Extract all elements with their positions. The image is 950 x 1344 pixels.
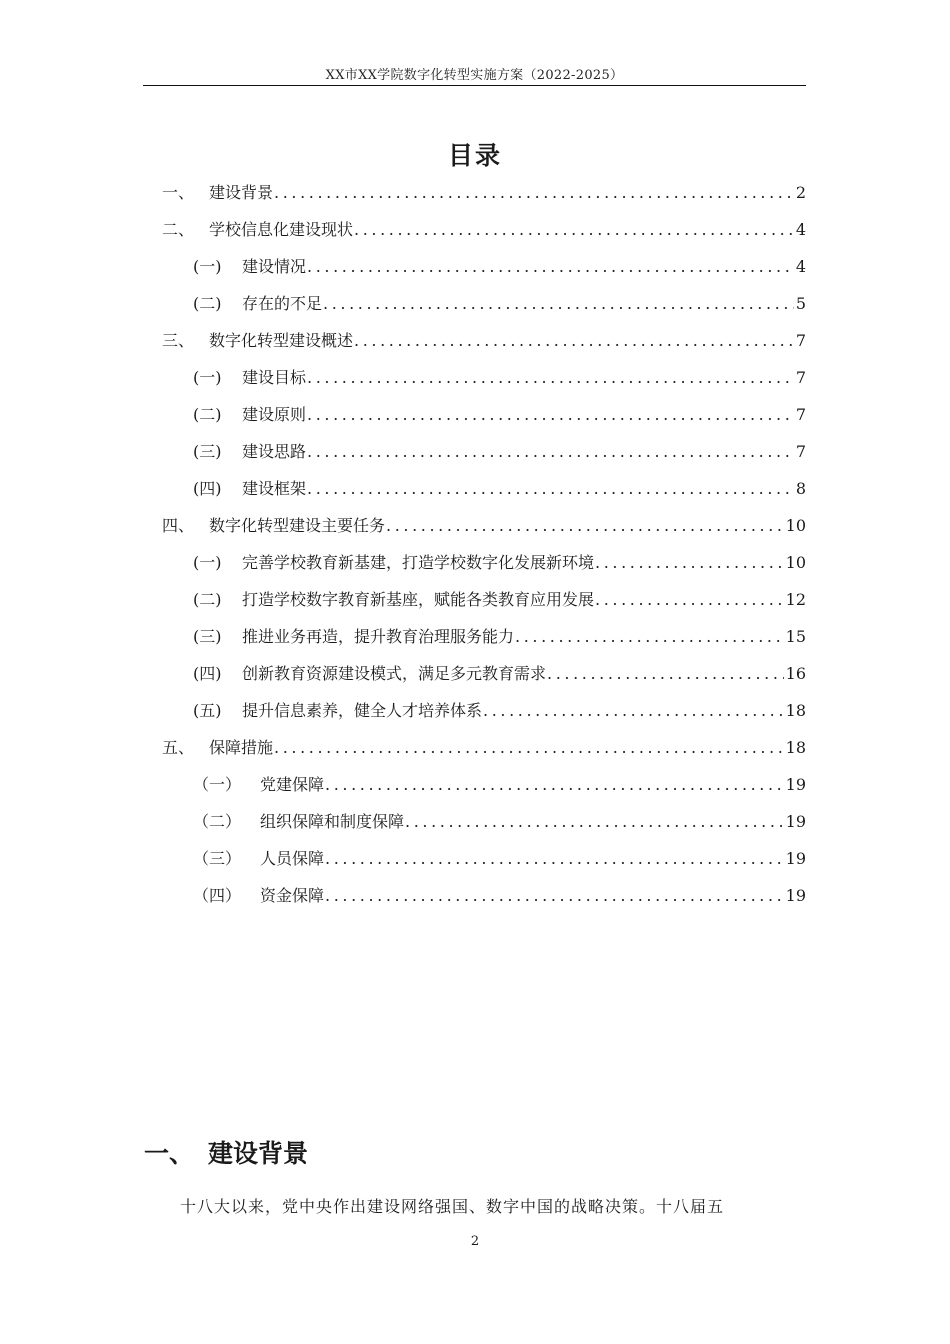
toc-entry-label: 数字化转型建设概述	[209, 331, 354, 350]
toc-entry[interactable]	[162, 513, 806, 539]
toc-entry[interactable]	[193, 550, 806, 576]
page-number: 2	[470, 1234, 480, 1249]
toc-entry-page: 7	[795, 368, 806, 387]
toc-entry-label: 提升信息素养，健全人才培养体系	[242, 701, 483, 720]
toc-entry-page: 19	[785, 775, 806, 794]
toc-entry[interactable]	[193, 846, 806, 872]
toc-entry[interactable]	[162, 180, 806, 206]
toc-entry-label: 存在的不足	[242, 294, 323, 313]
toc-entry-page: 12	[785, 590, 806, 609]
toc-entry-number: (四)	[193, 664, 222, 683]
toc-entry-page: 10	[785, 553, 806, 572]
toc-entry[interactable]	[193, 587, 806, 613]
toc-entry-number: (一)	[193, 368, 222, 387]
toc-dot-leader	[354, 217, 794, 243]
toc-entry[interactable]	[193, 291, 806, 317]
toc-dot-leader	[354, 328, 794, 354]
toc-entry-label: 党建保障	[260, 775, 325, 794]
section-heading	[144, 1134, 308, 1170]
toc-entry-page: 5	[795, 294, 806, 313]
toc-entry[interactable]	[193, 365, 806, 391]
toc-entry[interactable]	[193, 661, 806, 687]
toc-entry-number: (三)	[193, 442, 222, 461]
toc-entry[interactable]	[162, 328, 806, 354]
toc-dot-leader	[595, 550, 784, 576]
toc-dot-leader	[307, 365, 794, 391]
toc-entry-page: 4	[795, 220, 806, 239]
section-number: 一、	[144, 1139, 195, 1168]
toc-entry-label: 推进业务再造，提升教育治理服务能力	[242, 627, 515, 646]
toc-entry[interactable]	[193, 883, 806, 909]
toc-entry-page: 19	[785, 886, 806, 905]
toc-entry-label: 组织保障和制度保障	[260, 812, 405, 831]
toc-entry-number: (一)	[193, 257, 222, 276]
toc-dot-leader	[274, 735, 784, 761]
toc-entry-number: （三）	[193, 849, 242, 868]
toc-dot-leader	[307, 402, 794, 428]
toc-entry[interactable]	[162, 735, 806, 761]
toc-entry-label: 创新教育资源建设模式，满足多元教育需求	[242, 664, 547, 683]
toc-entry-page: 7	[795, 442, 806, 461]
toc-entry[interactable]	[162, 217, 806, 243]
toc-entry-number: (五)	[193, 701, 222, 720]
toc-entry[interactable]	[193, 439, 806, 465]
toc-entry-label: 建设框架	[242, 479, 307, 498]
toc-dot-leader	[547, 661, 784, 687]
toc-entry-label: 建设原则	[242, 405, 307, 424]
toc-entry-page: 10	[785, 516, 806, 535]
toc-title: 目录	[447, 141, 502, 170]
toc-entry-label: 数字化转型建设主要任务	[209, 516, 386, 535]
toc-entry-number: (二)	[193, 590, 222, 609]
toc-entry-page: 4	[795, 257, 806, 276]
toc-entry-page: 16	[785, 664, 806, 683]
toc-entry-number: （一）	[193, 775, 242, 794]
toc-entry-label: 建设目标	[242, 368, 307, 387]
toc-entry-page: 18	[785, 701, 806, 720]
toc-entry-number: 五、	[162, 738, 195, 757]
header-rule	[143, 85, 806, 86]
toc-entry-label: 学校信息化建设现状	[209, 220, 354, 239]
toc-entry-label: 保障措施	[209, 738, 274, 757]
toc-entry-label: 建设情况	[242, 257, 307, 276]
toc-dot-leader	[307, 476, 794, 502]
toc-entry[interactable]	[193, 809, 806, 835]
toc-dot-leader	[515, 624, 784, 650]
toc-entry[interactable]	[193, 698, 806, 724]
toc-entry[interactable]	[193, 772, 806, 798]
toc-dot-leader	[274, 180, 794, 206]
toc-entry-number: 二、	[162, 220, 195, 239]
toc-entry-label: 完善学校教育新基建，打造学校数字化发展新环境	[242, 553, 595, 572]
running-header: XX市XX学院数字化转型实施方案（2022-2025）	[325, 68, 624, 83]
toc-entry-page: 19	[785, 849, 806, 868]
toc-dot-leader	[405, 809, 784, 835]
toc-dot-leader	[323, 291, 794, 317]
toc-dot-leader	[325, 883, 784, 909]
toc-entry-number: 三、	[162, 331, 195, 350]
toc-entry-label: 人员保障	[260, 849, 325, 868]
toc-entry-number: （四）	[193, 886, 242, 905]
toc-entry-number: (二)	[193, 294, 222, 313]
toc-entry[interactable]	[193, 402, 806, 428]
toc-dot-leader	[595, 587, 784, 613]
toc-entry-page: 7	[795, 331, 806, 350]
toc-entry-label: 建设思路	[242, 442, 307, 461]
toc-entry-number: (三)	[193, 627, 222, 646]
toc-dot-leader	[325, 846, 784, 872]
toc-entry-number: 一、	[162, 183, 195, 202]
toc-entry-page: 18	[785, 738, 806, 757]
toc-entry-number: (四)	[193, 479, 222, 498]
toc-entry-label: 建设背景	[209, 183, 274, 202]
toc-entry-page: 19	[785, 812, 806, 831]
toc-entry-page: 15	[785, 627, 806, 646]
toc-entry-page: 8	[795, 479, 806, 498]
toc-entry-number: 四、	[162, 516, 195, 535]
toc-entry-number: (二)	[193, 405, 222, 424]
toc-entry-number: (一)	[193, 553, 222, 572]
toc-dot-leader	[386, 513, 784, 539]
body-paragraph: 十八大以来，党中央作出建设网络强国、数字中国的战略决策。十八届五	[180, 1197, 725, 1216]
toc-dot-leader	[483, 698, 784, 724]
toc-entry-label: 资金保障	[260, 886, 325, 905]
toc-entry[interactable]	[193, 254, 806, 280]
toc-entry-page: 7	[795, 405, 806, 424]
toc-entry[interactable]	[193, 624, 806, 650]
toc-entry-number: （二）	[193, 812, 242, 831]
toc-entry[interactable]	[193, 476, 806, 502]
toc-dot-leader	[307, 254, 794, 280]
toc-entry-page: 2	[795, 183, 806, 202]
toc-entry-label: 打造学校数字教育新基座，赋能各类教育应用发展	[242, 590, 595, 609]
section-title: 建设背景	[208, 1139, 309, 1168]
toc-dot-leader	[325, 772, 784, 798]
toc-dot-leader	[307, 439, 794, 465]
